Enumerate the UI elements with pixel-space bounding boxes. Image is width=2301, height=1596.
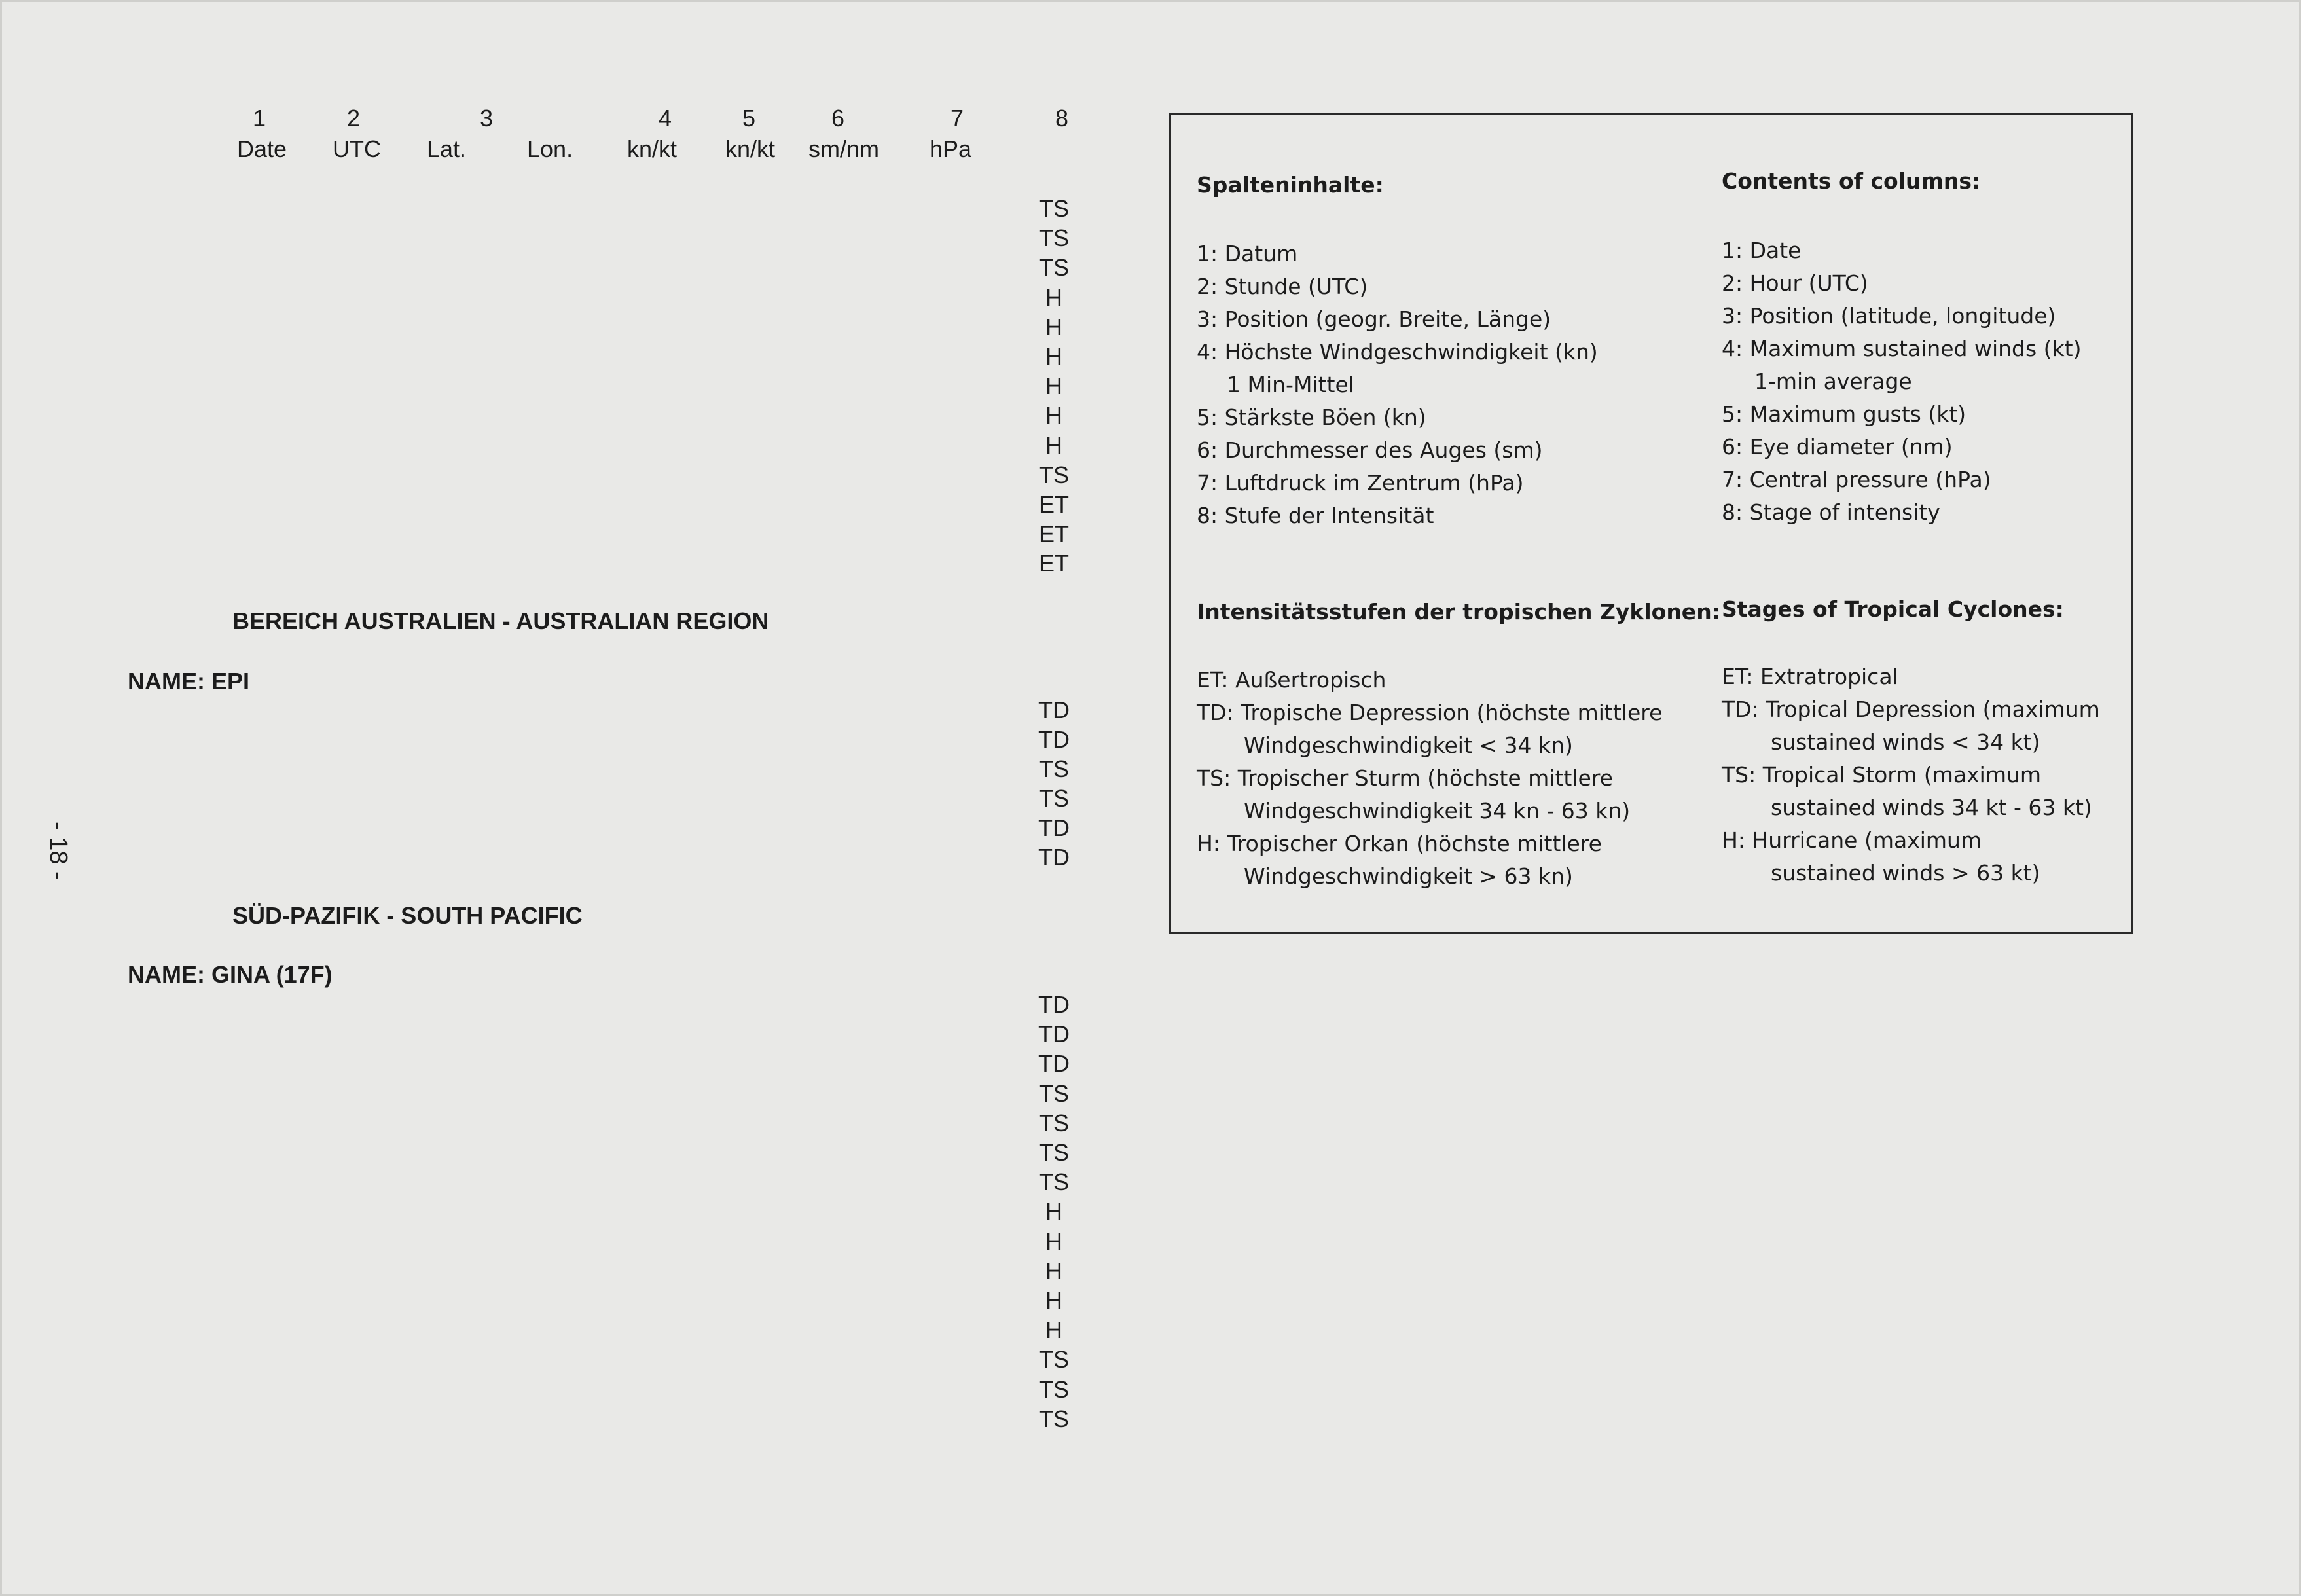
- table-row: [0, 1315, 1113, 1345]
- legend-de-stage: Windgeschwindigkeit 34 kn - 63 kn): [1244, 798, 1631, 824]
- table-row: [0, 253, 1113, 283]
- table-row: [0, 194, 1113, 224]
- table-row: [0, 1227, 1113, 1257]
- col-num-4: 4: [659, 105, 672, 132]
- table-row: [0, 754, 1113, 784]
- cell-stage: TD: [1038, 726, 1070, 753]
- legend-en-stage: TD: Tropical Depression (maximum: [1722, 697, 2100, 722]
- legend-de-stage: Windgeschwindigkeit < 34 kn): [1244, 733, 1573, 758]
- page-number: - 18 -: [45, 822, 72, 880]
- cell-stage: H: [1045, 283, 1062, 311]
- table-row: [0, 1375, 1113, 1405]
- legend-en-stage: H: Hurricane (maximum: [1722, 827, 1982, 853]
- table-row: [0, 223, 1113, 253]
- storm-name-epi: NAME: EPI: [128, 668, 250, 695]
- col-label-wind: kn/kt: [627, 136, 678, 162]
- table-row: [0, 843, 1113, 873]
- col-label-utc: UTC: [333, 136, 381, 162]
- table-row: [0, 1108, 1113, 1138]
- table-row: [0, 1345, 1113, 1375]
- legend-de-item: 1: Datum: [1197, 241, 1298, 266]
- col-num-8: 8: [1055, 105, 1069, 132]
- col-label-date: Date: [237, 136, 287, 162]
- table-row: [0, 371, 1113, 401]
- table-row: [0, 990, 1113, 1020]
- cell-stage: TD: [1038, 697, 1070, 723]
- cell-stage: H: [1045, 343, 1062, 370]
- cell-stage: TS: [1038, 195, 1069, 222]
- table-row: [0, 1404, 1113, 1434]
- legend-de-item: 4: Höchste Windgeschwindigkeit (kn): [1197, 339, 1598, 365]
- cell-stage: TS: [1038, 1346, 1069, 1373]
- legend-de-item: 5: Stärkste Böen (kn): [1197, 405, 1426, 430]
- table-row: [0, 1286, 1113, 1316]
- legend-de-item: 6: Durchmesser des Auges (sm): [1197, 437, 1543, 463]
- table-row: [0, 342, 1113, 372]
- legend-de-stage: H: Tropischer Orkan (höchste mittlere: [1197, 831, 1602, 856]
- table-row: [0, 813, 1113, 843]
- table-row: [0, 1019, 1113, 1049]
- legend-en-item: 6: Eye diameter (nm): [1722, 434, 1953, 460]
- legend-de-stage: ET: Außertropisch: [1197, 667, 1386, 693]
- table-row: [0, 490, 1113, 520]
- legend-en-stage: TS: Tropical Storm (maximum: [1722, 762, 2042, 788]
- legend-de-item: 8: Stufe der Intensität: [1197, 503, 1434, 528]
- cell-stage: H: [1045, 402, 1062, 429]
- table-row: [0, 784, 1113, 814]
- cell-stage: H: [1045, 1287, 1062, 1314]
- table-row: [0, 401, 1113, 431]
- legend-en-item: 1: Date: [1722, 238, 1802, 263]
- cell-stage: H: [1045, 431, 1062, 459]
- legend-de-item: 7: Luftdruck im Zentrum (hPa): [1197, 470, 1524, 496]
- col-num-7: 7: [951, 105, 964, 132]
- legend-en-item: 3: Position (latitude, longitude): [1722, 303, 2056, 329]
- table-row: [0, 312, 1113, 342]
- table-row: [0, 431, 1113, 461]
- legend-de-title: Spalteninhalte:: [1197, 172, 1384, 198]
- legend-de-item: 1 Min-Mittel: [1227, 372, 1354, 397]
- section-heading-south-pacific: SÜD-PAZIFIK - SOUTH PACIFIC: [232, 902, 583, 929]
- col-label-gust: kn/kt: [725, 136, 776, 162]
- legend-en-item: 5: Maximum gusts (kt): [1722, 401, 1966, 427]
- cell-stage: TS: [1038, 1079, 1069, 1107]
- legend-en-stage: sustained winds > 63 kt): [1771, 860, 2040, 886]
- cell-stage: ET: [1038, 491, 1069, 518]
- table-row: [0, 1138, 1113, 1168]
- col-label-lat: Lat.: [427, 136, 467, 162]
- table-row: [0, 283, 1113, 313]
- cell-stage: TD: [1038, 844, 1070, 871]
- legend-en-item: 7: Central pressure (hPa): [1722, 467, 1991, 492]
- cell-stage: TS: [1038, 755, 1069, 782]
- table-row: [0, 1197, 1113, 1227]
- cell-stage: TS: [1038, 1139, 1069, 1166]
- legend-de-stage: Windgeschwindigkeit > 63 kn): [1244, 863, 1573, 889]
- cell-stage: TS: [1038, 225, 1069, 252]
- legend-de-stage: TD: Tropische Depression (höchste mittlere: [1197, 700, 1663, 725]
- cell-stage: TS: [1038, 785, 1069, 812]
- cell-stage: H: [1045, 1227, 1062, 1255]
- cell-stage: TD: [1038, 991, 1070, 1018]
- cell-stage: ET: [1038, 550, 1069, 577]
- table-row: [0, 1079, 1113, 1109]
- cell-stage: TD: [1038, 1021, 1070, 1048]
- table-row: [0, 695, 1113, 725]
- cell-stage: TD: [1038, 814, 1070, 841]
- col-num-5: 5: [742, 105, 756, 132]
- table-row: [0, 1256, 1113, 1286]
- cell-stage: TS: [1038, 461, 1069, 488]
- cell-stage: H: [1045, 1316, 1062, 1344]
- col-num-6: 6: [831, 105, 845, 132]
- legend-en-title: Contents of columns:: [1722, 168, 1981, 194]
- legend-en-stages-title: Stages of Tropical Cyclones:: [1722, 596, 2064, 622]
- table-row: [0, 1167, 1113, 1197]
- col-label-pressure: hPa: [930, 136, 972, 162]
- col-label-lon: Lon.: [527, 136, 573, 162]
- cell-stage: TS: [1038, 1375, 1069, 1403]
- legend-de-stages-title: Intensitätsstufen der tropischen Zyklonen:: [1197, 599, 1720, 625]
- col-num-3: 3: [480, 105, 494, 132]
- storm-name-gina: NAME: GINA (17F): [128, 961, 333, 988]
- cell-stage: ET: [1038, 520, 1069, 548]
- cell-stage: H: [1045, 313, 1062, 340]
- cell-stage: TS: [1038, 1109, 1069, 1136]
- legend-en-stage: ET: Extratropical: [1722, 664, 1898, 689]
- table-row: [0, 725, 1113, 755]
- table-row: [0, 549, 1113, 579]
- col-label-eye: sm/nm: [808, 136, 879, 162]
- table-row: [0, 460, 1113, 490]
- section-heading-australia: BEREICH AUSTRALIEN - AUSTRALIAN REGION: [232, 608, 769, 634]
- legend-de-stage: TS: Tropischer Sturm (höchste mittlere: [1197, 765, 1613, 791]
- legend-en-item: 2: Hour (UTC): [1722, 270, 1868, 296]
- col-num-2: 2: [347, 105, 361, 132]
- cell-stage: H: [1045, 1198, 1062, 1225]
- col-num-1: 1: [253, 105, 266, 132]
- legend-de-item: 3: Position (geogr. Breite, Länge): [1197, 306, 1551, 332]
- table-row: [0, 1049, 1113, 1079]
- legend-en-item: 4: Maximum sustained winds (kt): [1722, 336, 2082, 361]
- cell-stage: TS: [1038, 1405, 1069, 1432]
- cell-stage: H: [1045, 1257, 1062, 1284]
- cell-stage: TS: [1038, 254, 1069, 281]
- legend-de-item: 2: Stunde (UTC): [1197, 274, 1368, 299]
- table-row: [0, 519, 1113, 549]
- legend-en-stage: sustained winds 34 kt - 63 kt): [1771, 795, 2092, 820]
- cell-stage: TD: [1038, 1050, 1070, 1078]
- cell-stage: H: [1045, 372, 1062, 400]
- legend-en-item: 8: Stage of intensity: [1722, 499, 1940, 525]
- legend-en-stage: sustained winds < 34 kt): [1771, 729, 2040, 755]
- cell-stage: TS: [1038, 1169, 1069, 1196]
- legend-en-item: 1-min average: [1754, 369, 1912, 394]
